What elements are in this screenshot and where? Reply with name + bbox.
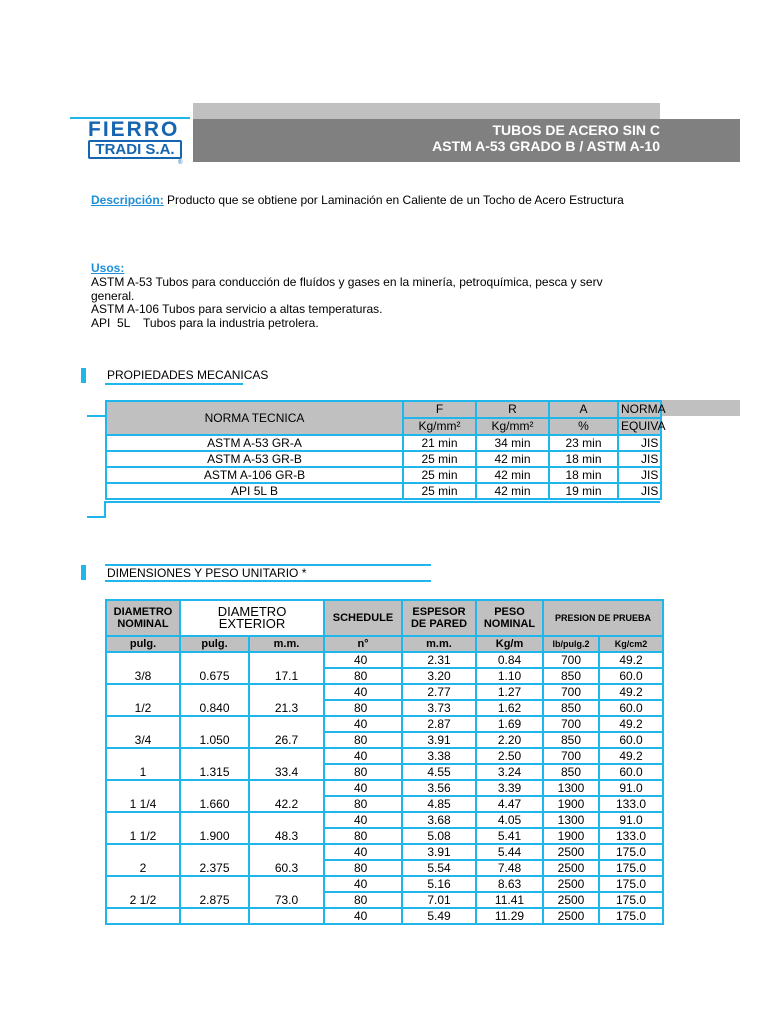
- mech-header-r: R: [476, 401, 549, 418]
- mechanical-header-extension: [660, 400, 740, 416]
- dim-cell-weight: 5.44: [476, 844, 543, 860]
- mechanical-bottom-line: [105, 501, 660, 503]
- dim-cell-od-in: 1.900: [180, 812, 249, 844]
- dim-cell-psi: 700: [543, 652, 599, 668]
- dim-cell-nominal: 1 1/2: [106, 812, 180, 844]
- dim-cell-od-mm: 21.3: [249, 684, 324, 716]
- dim-cell-kgcm: 175.0: [599, 908, 663, 924]
- dim-header-presion: PRESION DE PRUEBA: [543, 600, 663, 636]
- dim-cell-weight: 3.39: [476, 780, 543, 796]
- table-row: [106, 652, 663, 668]
- mechanical-title: PROPIEDADES MECANICAS: [107, 368, 269, 382]
- mech-cell-equiv: JIS: [618, 467, 661, 483]
- dim-cell-od-in: 0.840: [180, 684, 249, 716]
- dim-cell-schedule: 40: [324, 780, 402, 796]
- dim-cell-weight: 0.84: [476, 652, 543, 668]
- usos-label: Usos:: [91, 261, 125, 275]
- dim-cell-psi: 1300: [543, 812, 599, 828]
- dim-cell-kgcm: 91.0: [599, 780, 663, 796]
- dim-cell-kgcm: 91.0: [599, 812, 663, 828]
- dim-header-diam-exterior: [180, 600, 324, 636]
- dim-header-diam-nominal: [106, 600, 180, 636]
- dim-cell-schedule: 40: [324, 812, 402, 828]
- dim-unit-mm-od: m.m.: [249, 636, 324, 652]
- dim-cell-od-mm: 42.2: [249, 780, 324, 812]
- dim-cell-psi: 700: [543, 748, 599, 764]
- dim-cell-psi: 2500: [543, 908, 599, 924]
- dim-unit-pulg-od: pulg.: [180, 636, 249, 652]
- dim-cell-od-mm: 26.7: [249, 716, 324, 748]
- dim-cell-weight: 2.50: [476, 748, 543, 764]
- section-marker-mechanical: [81, 368, 86, 383]
- dimensions-unit-row: [106, 636, 663, 652]
- mech-header-equiv-1: NORMA: [618, 401, 661, 418]
- dimensions-title-overline: [105, 564, 431, 566]
- dim-unit-mm-wall: m.m.: [402, 636, 476, 652]
- mechanical-header-row: [106, 401, 661, 418]
- dim-cell-psi: 850: [543, 700, 599, 716]
- dim-cell-nominal: 1: [106, 748, 180, 780]
- dim-cell-kgcm: 175.0: [599, 876, 663, 892]
- usos-line-4: API 5L Tubos para la industria petrolera.: [91, 316, 319, 330]
- mech-cell-a: 19 min: [549, 483, 618, 499]
- dim-cell-nominal: 2: [106, 844, 180, 876]
- dim-cell-weight: 11.41: [476, 892, 543, 908]
- dimensions-header-row: [106, 600, 663, 636]
- mech-cell-equiv: JIS: [618, 451, 661, 467]
- dim-unit-pulg: pulg.: [106, 636, 180, 652]
- dim-unit-n: n°: [324, 636, 402, 652]
- dim-cell-wall: 3.68: [402, 812, 476, 828]
- dimensions-table: [105, 599, 664, 925]
- table-row: [106, 684, 663, 700]
- mech-cell-a: 23 min: [549, 435, 618, 451]
- dim-cell-schedule: 40: [324, 652, 402, 668]
- dim-cell-kgcm: 60.0: [599, 668, 663, 684]
- dim-cell-schedule: 80: [324, 892, 402, 908]
- dim-cell-weight: 2.20: [476, 732, 543, 748]
- mech-unit-f: Kg/mm²: [403, 418, 476, 435]
- table-row: [106, 716, 663, 732]
- dim-cell-wall: 2.77: [402, 684, 476, 700]
- mech-unit-r: Kg/mm²: [476, 418, 549, 435]
- mech-header-equiv-2: EQUIVA: [618, 418, 661, 435]
- dim-cell-psi: 700: [543, 716, 599, 732]
- mech-cell-norma: ASTM A-106 GR-B: [106, 467, 403, 483]
- dim-cell-weight: 8.63: [476, 876, 543, 892]
- dim-cell-weight: 5.41: [476, 828, 543, 844]
- mech-cell-f: 25 min: [403, 467, 476, 483]
- dimensions-title-underline: [105, 580, 431, 582]
- mech-unit-a: %: [549, 418, 618, 435]
- dim-cell-schedule: 40: [324, 748, 402, 764]
- description-line: [91, 194, 660, 207]
- dim-cell-schedule: 80: [324, 796, 402, 812]
- dim-cell-wall: 5.08: [402, 828, 476, 844]
- mech-cell-f: 25 min: [403, 451, 476, 467]
- dim-unit-kgm: Kg/m: [476, 636, 543, 652]
- dim-cell-weight: 4.05: [476, 812, 543, 828]
- dim-header-peso-1: PESO: [494, 606, 525, 618]
- table-row: [106, 451, 661, 467]
- dim-cell-kgcm: 60.0: [599, 700, 663, 716]
- dim-cell-wall: 5.54: [402, 860, 476, 876]
- description-label: Descripción:: [91, 193, 164, 207]
- mech-header-a: A: [549, 401, 618, 418]
- table-row: [106, 435, 661, 451]
- dim-cell-weight: 7.48: [476, 860, 543, 876]
- table-row: [106, 780, 663, 796]
- dimensions-body: [106, 652, 663, 924]
- dim-header-espesor-2: DE PARED: [410, 618, 468, 630]
- dim-cell-psi: 700: [543, 684, 599, 700]
- dim-cell-od-mm: 17.1: [249, 652, 324, 684]
- dim-cell-psi: 2500: [543, 844, 599, 860]
- dim-cell-nominal: [106, 908, 180, 924]
- dim-cell-od-in: 0.675: [180, 652, 249, 684]
- usos-line-2: general.: [91, 289, 135, 303]
- dim-unit-kgcm: Kg/cm2: [599, 636, 663, 652]
- logo-fierro: FIERRO: [88, 118, 180, 141]
- table-row: [106, 876, 663, 892]
- table-row: [106, 844, 663, 860]
- dim-cell-schedule: 80: [324, 732, 402, 748]
- dim-header-diam-nominal-1: DIAMETRO: [113, 606, 173, 618]
- mech-cell-a: 18 min: [549, 451, 618, 467]
- dim-cell-wall: 3.38: [402, 748, 476, 764]
- description-text: Producto que se obtiene por Laminación en Caliente de un Tocho de Acero Estructura: [167, 193, 624, 207]
- table-row: [106, 483, 661, 499]
- dim-cell-weight: 4.47: [476, 796, 543, 812]
- dim-header-peso: [476, 600, 543, 636]
- table-row: [106, 467, 661, 483]
- dim-cell-od-mm: 33.4: [249, 748, 324, 780]
- dim-cell-nominal: 3/4: [106, 716, 180, 748]
- dim-cell-wall: 3.91: [402, 732, 476, 748]
- dim-cell-psi: 1300: [543, 780, 599, 796]
- dim-cell-psi: 850: [543, 764, 599, 780]
- dim-cell-nominal: 1/2: [106, 684, 180, 716]
- dim-cell-schedule: 40: [324, 684, 402, 700]
- mech-cell-r: 34 min: [476, 435, 549, 451]
- mechanical-table: [105, 400, 666, 500]
- dim-cell-schedule: 40: [324, 908, 402, 924]
- dim-cell-kgcm: 49.2: [599, 652, 663, 668]
- dim-cell-psi: 1900: [543, 796, 599, 812]
- dim-cell-wall: 2.87: [402, 716, 476, 732]
- mech-cell-r: 42 min: [476, 467, 549, 483]
- header-top-bar: [193, 103, 660, 119]
- section-marker-dimensions: [81, 565, 86, 580]
- dim-cell-wall: 3.73: [402, 700, 476, 716]
- mechanical-title-underline: [105, 383, 243, 385]
- dim-cell-od-mm: [249, 908, 324, 924]
- dim-cell-weight: 1.62: [476, 700, 543, 716]
- dim-header-peso-2: NOMINAL: [483, 618, 536, 630]
- dim-cell-od-in: 1.050: [180, 716, 249, 748]
- mech-cell-norma: ASTM A-53 GR-B: [106, 451, 403, 467]
- dim-cell-psi: 1900: [543, 828, 599, 844]
- dim-cell-wall: 3.20: [402, 668, 476, 684]
- usos-line-3: ASTM A-106 Tubos para servicio a altas temperaturas.: [91, 302, 383, 316]
- mech-cell-norma: ASTM A-53 GR-A: [106, 435, 403, 451]
- header-title-bar: [193, 119, 740, 162]
- dim-header-diam-exterior-2: EXTERIOR: [218, 616, 286, 631]
- mech-cell-a: 18 min: [549, 467, 618, 483]
- mech-header-f: F: [403, 401, 476, 418]
- dim-cell-nominal: 2 1/2: [106, 876, 180, 908]
- dim-cell-kgcm: 49.2: [599, 748, 663, 764]
- dim-cell-kgcm: 49.2: [599, 716, 663, 732]
- header-title-line1: TUBOS DE ACERO SIN C: [492, 122, 660, 138]
- dim-cell-schedule: 40: [324, 844, 402, 860]
- dim-header-diam-exterior-1: DIAMETRO: [217, 604, 287, 619]
- mech-cell-equiv: JIS: [618, 435, 661, 451]
- dim-cell-kgcm: 49.2: [599, 684, 663, 700]
- dim-cell-wall: 5.49: [402, 908, 476, 924]
- table-row: [106, 812, 663, 828]
- usos-line-1: ASTM A-53 Tubos para conducción de fluídos y gases en la minería, petroquímica, pesca y serv: [91, 275, 603, 289]
- dim-cell-nominal: 1 1/4: [106, 780, 180, 812]
- mechanical-bottom-tick: [87, 516, 106, 518]
- dim-cell-schedule: 80: [324, 764, 402, 780]
- dim-cell-od-mm: 73.0: [249, 876, 324, 908]
- mech-cell-f: 21 min: [403, 435, 476, 451]
- mech-cell-norma: API 5L B: [106, 483, 403, 499]
- dim-cell-kgcm: 60.0: [599, 732, 663, 748]
- dim-cell-kgcm: 60.0: [599, 764, 663, 780]
- dim-cell-nominal: 3/8: [106, 652, 180, 684]
- dim-header-schedule: SCHEDULE: [324, 600, 402, 636]
- dim-header-espesor-1: ESPESOR: [412, 606, 466, 618]
- dim-cell-psi: 2500: [543, 876, 599, 892]
- dim-cell-schedule: 80: [324, 668, 402, 684]
- mech-cell-r: 42 min: [476, 451, 549, 467]
- dim-cell-kgcm: 133.0: [599, 828, 663, 844]
- dim-cell-psi: 850: [543, 668, 599, 684]
- dim-cell-schedule: 40: [324, 876, 402, 892]
- dim-cell-psi: 2500: [543, 892, 599, 908]
- table-row: [106, 748, 663, 764]
- dim-cell-wall: 3.56: [402, 780, 476, 796]
- dim-cell-od-in: 2.875: [180, 876, 249, 908]
- dim-cell-schedule: 80: [324, 828, 402, 844]
- dim-unit-lb: lb/pulg.2: [543, 636, 599, 652]
- dim-cell-schedule: 80: [324, 860, 402, 876]
- dim-cell-od-mm: 48.3: [249, 812, 324, 844]
- dim-header-diam-nominal-2: NOMINAL: [117, 618, 169, 630]
- mech-cell-f: 25 min: [403, 483, 476, 499]
- dim-cell-od-mm: 60.3: [249, 844, 324, 876]
- dim-cell-wall: 5.16: [402, 876, 476, 892]
- dim-cell-od-in: 1.315: [180, 748, 249, 780]
- dim-cell-weight: 3.24: [476, 764, 543, 780]
- dim-cell-wall: 7.01: [402, 892, 476, 908]
- table-row: [106, 908, 663, 924]
- dim-cell-weight: 1.10: [476, 668, 543, 684]
- dim-cell-wall: 3.91: [402, 844, 476, 860]
- dim-cell-psi: 2500: [543, 860, 599, 876]
- mech-cell-equiv: JIS: [618, 483, 661, 499]
- dim-cell-kgcm: 133.0: [599, 796, 663, 812]
- logo-tradi: TRADI S.A.: [88, 140, 182, 159]
- dim-cell-od-in: 2.375: [180, 844, 249, 876]
- dim-cell-weight: 1.69: [476, 716, 543, 732]
- dim-cell-wall: 4.85: [402, 796, 476, 812]
- dim-cell-kgcm: 175.0: [599, 860, 663, 876]
- dim-cell-od-in: 1.660: [180, 780, 249, 812]
- dim-cell-weight: 1.27: [476, 684, 543, 700]
- dim-cell-wall: 4.55: [402, 764, 476, 780]
- dim-header-espesor: [402, 600, 476, 636]
- dim-cell-schedule: 80: [324, 700, 402, 716]
- mechanical-left-tick: [87, 415, 107, 417]
- dim-cell-od-in: [180, 908, 249, 924]
- dim-cell-kgcm: 175.0: [599, 844, 663, 860]
- dim-cell-psi: 850: [543, 732, 599, 748]
- dim-cell-wall: 2.31: [402, 652, 476, 668]
- dimensions-title: DIMENSIONES Y PESO UNITARIO *: [107, 566, 307, 580]
- header-title-line2: ASTM A-53 GRADO B / ASTM A-10: [432, 138, 660, 154]
- mech-header-norma: NORMA TECNICA: [106, 401, 403, 435]
- dim-cell-kgcm: 175.0: [599, 892, 663, 908]
- logo-registered-mark: ®: [178, 160, 183, 166]
- dim-cell-weight: 11.29: [476, 908, 543, 924]
- mech-cell-r: 42 min: [476, 483, 549, 499]
- dim-cell-schedule: 40: [324, 716, 402, 732]
